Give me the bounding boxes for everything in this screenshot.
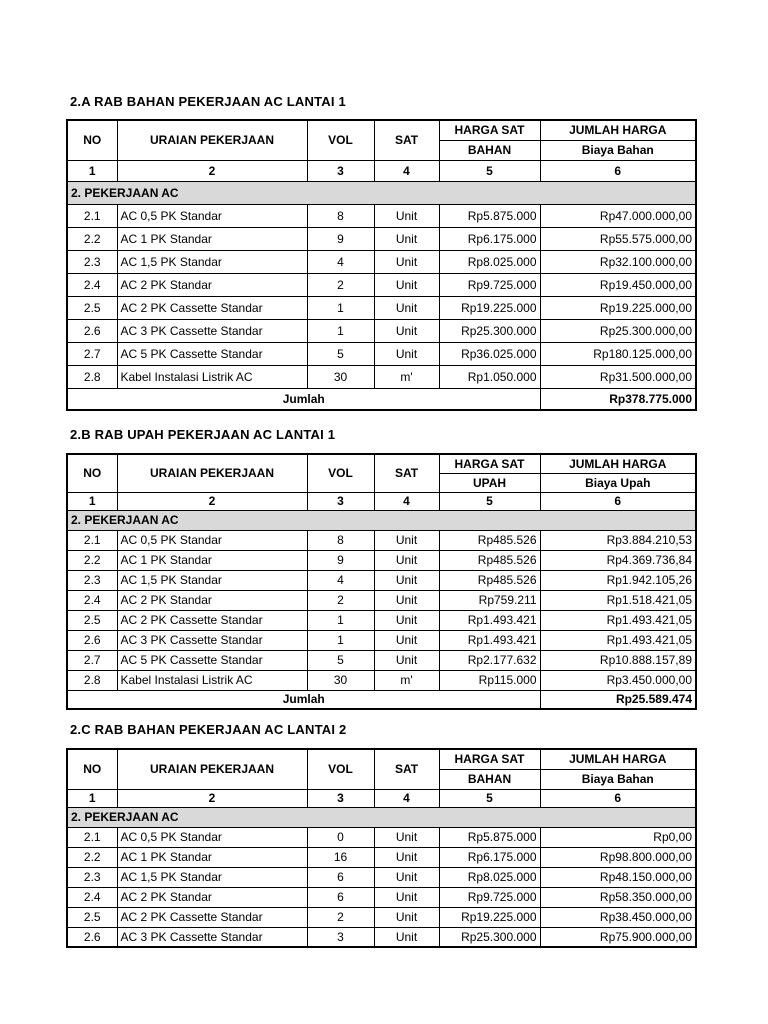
item-vol: 3 (307, 927, 374, 947)
item-price: Rp485.526 (439, 570, 540, 590)
item-sat: Unit (374, 530, 439, 550)
item-price: Rp485.526 (439, 550, 540, 570)
col-number: 4 (374, 492, 439, 510)
item-no: 2.4 (67, 590, 117, 610)
col-number: 4 (374, 789, 439, 807)
item-vol: 5 (307, 342, 374, 365)
item-sat: Unit (374, 590, 439, 610)
item-desc: AC 1 PK Standar (117, 227, 307, 250)
item-no: 2.1 (67, 530, 117, 550)
item-no: 2.2 (67, 227, 117, 250)
item-price: Rp8.025.000 (439, 867, 540, 887)
group-row (67, 807, 696, 827)
item-total: Rp1.493.421,05 (540, 610, 696, 630)
item-desc: Kabel Instalasi Listrik AC (117, 670, 307, 690)
item-price: Rp19.225.000 (439, 296, 540, 319)
item-sat: m' (374, 670, 439, 690)
item-price: Rp8.025.000 (439, 250, 540, 273)
item-vol: 4 (307, 250, 374, 273)
item-total: Rp19.450.000,00 (540, 273, 696, 296)
item-vol: 16 (307, 847, 374, 867)
header-vol: VOL (307, 120, 374, 160)
item-sat: Unit (374, 827, 439, 847)
table-header-row (67, 454, 696, 473)
item-vol: 30 (307, 365, 374, 388)
group-label: 2. PEKERJAAN AC (67, 181, 696, 204)
table-row (67, 570, 696, 590)
section-c-table (66, 748, 697, 948)
item-vol: 2 (307, 590, 374, 610)
item-desc: AC 3 PK Cassette Standar (117, 319, 307, 342)
column-number-row (67, 492, 696, 510)
item-desc: AC 0,5 PK Standar (117, 204, 307, 227)
item-total: Rp98.800.000,00 (540, 847, 696, 867)
item-total: Rp180.125.000,00 (540, 342, 696, 365)
item-sat: Unit (374, 296, 439, 319)
item-sat: Unit (374, 927, 439, 947)
item-no: 2.2 (67, 550, 117, 570)
table-row (67, 273, 696, 296)
item-vol: 5 (307, 650, 374, 670)
table-row (67, 342, 696, 365)
section-b-table (66, 453, 697, 710)
item-total: Rp1.942.105,26 (540, 570, 696, 590)
header-sat: SAT (374, 120, 439, 160)
header-jumlah-sub: Biaya Bahan (540, 769, 696, 789)
item-sat: Unit (374, 887, 439, 907)
header-vol: VOL (307, 749, 374, 789)
item-sat: Unit (374, 847, 439, 867)
table-row (67, 530, 696, 550)
item-desc: AC 1,5 PK Standar (117, 867, 307, 887)
header-harga-sub: UPAH (439, 473, 540, 492)
item-no: 2.6 (67, 630, 117, 650)
item-desc: AC 2 PK Standar (117, 590, 307, 610)
item-sat: Unit (374, 319, 439, 342)
item-price: Rp19.225.000 (439, 907, 540, 927)
item-sat: Unit (374, 250, 439, 273)
item-price: Rp9.725.000 (439, 887, 540, 907)
item-no: 2.7 (67, 650, 117, 670)
header-harga-sat: HARGA SAT (439, 120, 540, 140)
item-total: Rp55.575.000,00 (540, 227, 696, 250)
jumlah-row (67, 388, 696, 410)
table-row (67, 590, 696, 610)
item-price: Rp36.025.000 (439, 342, 540, 365)
item-price: Rp115.000 (439, 670, 540, 690)
header-sat: SAT (374, 454, 439, 492)
section-a-table (66, 119, 697, 411)
item-vol: 8 (307, 204, 374, 227)
item-total: Rp25.300.000,00 (540, 319, 696, 342)
item-desc: AC 2 PK Cassette Standar (117, 610, 307, 630)
item-vol: 1 (307, 296, 374, 319)
table-header-row (67, 749, 696, 769)
table-header-row (67, 120, 696, 140)
item-desc: AC 1,5 PK Standar (117, 250, 307, 273)
table-row (67, 610, 696, 630)
item-price: Rp25.300.000 (439, 319, 540, 342)
table-row (67, 319, 696, 342)
item-price: Rp2.177.632 (439, 650, 540, 670)
item-total: Rp19.225.000,00 (540, 296, 696, 319)
item-price: Rp1.493.421 (439, 630, 540, 650)
item-total: Rp1.518.421,05 (540, 590, 696, 610)
col-number: 6 (540, 160, 696, 181)
header-uraian: URAIAN PEKERJAAN (117, 749, 307, 789)
header-jumlah-sub: Biaya Upah (540, 473, 696, 492)
item-sat: Unit (374, 570, 439, 590)
group-label: 2. PEKERJAAN AC (67, 807, 696, 827)
item-sat: Unit (374, 867, 439, 887)
header-harga-sat: HARGA SAT (439, 749, 540, 769)
group-row (67, 181, 696, 204)
col-number: 5 (439, 492, 540, 510)
table-row (67, 907, 696, 927)
header-harga-sat: HARGA SAT (439, 454, 540, 473)
item-sat: Unit (374, 550, 439, 570)
table-row (67, 204, 696, 227)
item-vol: 1 (307, 319, 374, 342)
item-no: 2.5 (67, 907, 117, 927)
item-vol: 1 (307, 610, 374, 630)
column-number-row (67, 160, 696, 181)
item-desc: AC 5 PK Cassette Standar (117, 650, 307, 670)
item-desc: AC 1,5 PK Standar (117, 570, 307, 590)
item-vol: 30 (307, 670, 374, 690)
item-total: Rp58.350.000,00 (540, 887, 696, 907)
item-price: Rp1.493.421 (439, 610, 540, 630)
header-uraian: URAIAN PEKERJAAN (117, 120, 307, 160)
col-number: 1 (67, 160, 117, 181)
item-no: 2.6 (67, 927, 117, 947)
item-desc: AC 0,5 PK Standar (117, 530, 307, 550)
table-row (67, 650, 696, 670)
item-sat: Unit (374, 650, 439, 670)
item-total: Rp4.369.736,84 (540, 550, 696, 570)
item-desc: AC 0,5 PK Standar (117, 827, 307, 847)
table-row (67, 227, 696, 250)
item-desc: AC 1 PK Standar (117, 550, 307, 570)
item-sat: Unit (374, 630, 439, 650)
item-total: Rp10.888.157,89 (540, 650, 696, 670)
table-row (67, 250, 696, 273)
jumlah-value: Rp25.589.474 (540, 690, 696, 709)
table-row (67, 550, 696, 570)
table-row (67, 296, 696, 319)
section-b-title: 2.B RAB UPAH PEKERJAAN AC LANTAI 1 (70, 427, 336, 442)
item-no: 2.2 (67, 847, 117, 867)
jumlah-row (67, 690, 696, 709)
table-row (67, 365, 696, 388)
header-jumlah: JUMLAH HARGA (540, 749, 696, 769)
item-vol: 2 (307, 907, 374, 927)
header-jumlah: JUMLAH HARGA (540, 120, 696, 140)
item-total: Rp31.500.000,00 (540, 365, 696, 388)
col-number: 4 (374, 160, 439, 181)
item-sat: Unit (374, 907, 439, 927)
item-vol: 0 (307, 827, 374, 847)
col-number: 3 (307, 789, 374, 807)
header-sat: SAT (374, 749, 439, 789)
item-price: Rp1.050.000 (439, 365, 540, 388)
item-no: 2.6 (67, 319, 117, 342)
col-number: 2 (117, 492, 307, 510)
item-sat: Unit (374, 273, 439, 296)
item-price: Rp5.875.000 (439, 827, 540, 847)
item-total: Rp0,00 (540, 827, 696, 847)
header-no: NO (67, 454, 117, 492)
item-price: Rp5.875.000 (439, 204, 540, 227)
item-price: Rp25.300.000 (439, 927, 540, 947)
header-jumlah: JUMLAH HARGA (540, 454, 696, 473)
item-vol: 4 (307, 570, 374, 590)
item-no: 2.1 (67, 827, 117, 847)
item-desc: AC 5 PK Cassette Standar (117, 342, 307, 365)
item-total: Rp3.450.000,00 (540, 670, 696, 690)
item-total: Rp48.150.000,00 (540, 867, 696, 887)
item-vol: 6 (307, 887, 374, 907)
item-desc: AC 2 PK Cassette Standar (117, 296, 307, 319)
item-total: Rp38.450.000,00 (540, 907, 696, 927)
item-desc: AC 1 PK Standar (117, 847, 307, 867)
item-total: Rp75.900.000,00 (540, 927, 696, 947)
item-price: Rp6.175.000 (439, 227, 540, 250)
item-total: Rp32.100.000,00 (540, 250, 696, 273)
item-sat: Unit (374, 204, 439, 227)
col-number: 5 (439, 789, 540, 807)
item-sat: Unit (374, 342, 439, 365)
item-price: Rp485.526 (439, 530, 540, 550)
section-a-title: 2.A RAB BAHAN PEKERJAAN AC LANTAI 1 (70, 94, 346, 109)
item-sat: m' (374, 365, 439, 388)
item-no: 2.5 (67, 610, 117, 630)
item-no: 2.3 (67, 570, 117, 590)
item-no: 2.4 (67, 273, 117, 296)
item-no: 2.8 (67, 670, 117, 690)
item-no: 2.1 (67, 204, 117, 227)
item-desc: AC 2 PK Cassette Standar (117, 907, 307, 927)
col-number: 6 (540, 492, 696, 510)
item-vol: 6 (307, 867, 374, 887)
header-uraian: URAIAN PEKERJAAN (117, 454, 307, 492)
item-sat: Unit (374, 610, 439, 630)
item-price: Rp6.175.000 (439, 847, 540, 867)
section-c-title: 2.C RAB BAHAN PEKERJAAN AC LANTAI 2 (70, 722, 347, 737)
col-number: 1 (67, 492, 117, 510)
item-vol: 2 (307, 273, 374, 296)
item-total: Rp3.884.210,53 (540, 530, 696, 550)
header-no: NO (67, 120, 117, 160)
item-no: 2.3 (67, 250, 117, 273)
col-number: 3 (307, 492, 374, 510)
item-total: Rp1.493.421,05 (540, 630, 696, 650)
column-number-row (67, 789, 696, 807)
table-row (67, 867, 696, 887)
item-no: 2.5 (67, 296, 117, 319)
item-desc: AC 2 PK Standar (117, 273, 307, 296)
item-price: Rp759.211 (439, 590, 540, 610)
item-no: 2.4 (67, 887, 117, 907)
item-no: 2.7 (67, 342, 117, 365)
jumlah-label: Jumlah (67, 388, 540, 410)
group-label: 2. PEKERJAAN AC (67, 510, 696, 530)
jumlah-value: Rp378.775.000 (540, 388, 696, 410)
table-row (67, 847, 696, 867)
item-desc: AC 2 PK Standar (117, 887, 307, 907)
item-desc: AC 3 PK Cassette Standar (117, 927, 307, 947)
table-row (67, 670, 696, 690)
item-desc: Kabel Instalasi Listrik AC (117, 365, 307, 388)
col-number: 2 (117, 789, 307, 807)
item-total: Rp47.000.000,00 (540, 204, 696, 227)
header-vol: VOL (307, 454, 374, 492)
header-no: NO (67, 749, 117, 789)
col-number: 1 (67, 789, 117, 807)
header-harga-sub: BAHAN (439, 140, 540, 160)
item-vol: 9 (307, 550, 374, 570)
table-row (67, 630, 696, 650)
header-harga-sub: BAHAN (439, 769, 540, 789)
col-number: 6 (540, 789, 696, 807)
table-row (67, 827, 696, 847)
table-row (67, 927, 696, 947)
item-vol: 9 (307, 227, 374, 250)
col-number: 3 (307, 160, 374, 181)
item-no: 2.8 (67, 365, 117, 388)
col-number: 5 (439, 160, 540, 181)
item-price: Rp9.725.000 (439, 273, 540, 296)
table-row (67, 887, 696, 907)
header-jumlah-sub: Biaya Bahan (540, 140, 696, 160)
item-vol: 8 (307, 530, 374, 550)
jumlah-label: Jumlah (67, 690, 540, 709)
item-vol: 1 (307, 630, 374, 650)
item-no: 2.3 (67, 867, 117, 887)
col-number: 2 (117, 160, 307, 181)
group-row (67, 510, 696, 530)
item-desc: AC 3 PK Cassette Standar (117, 630, 307, 650)
item-sat: Unit (374, 227, 439, 250)
